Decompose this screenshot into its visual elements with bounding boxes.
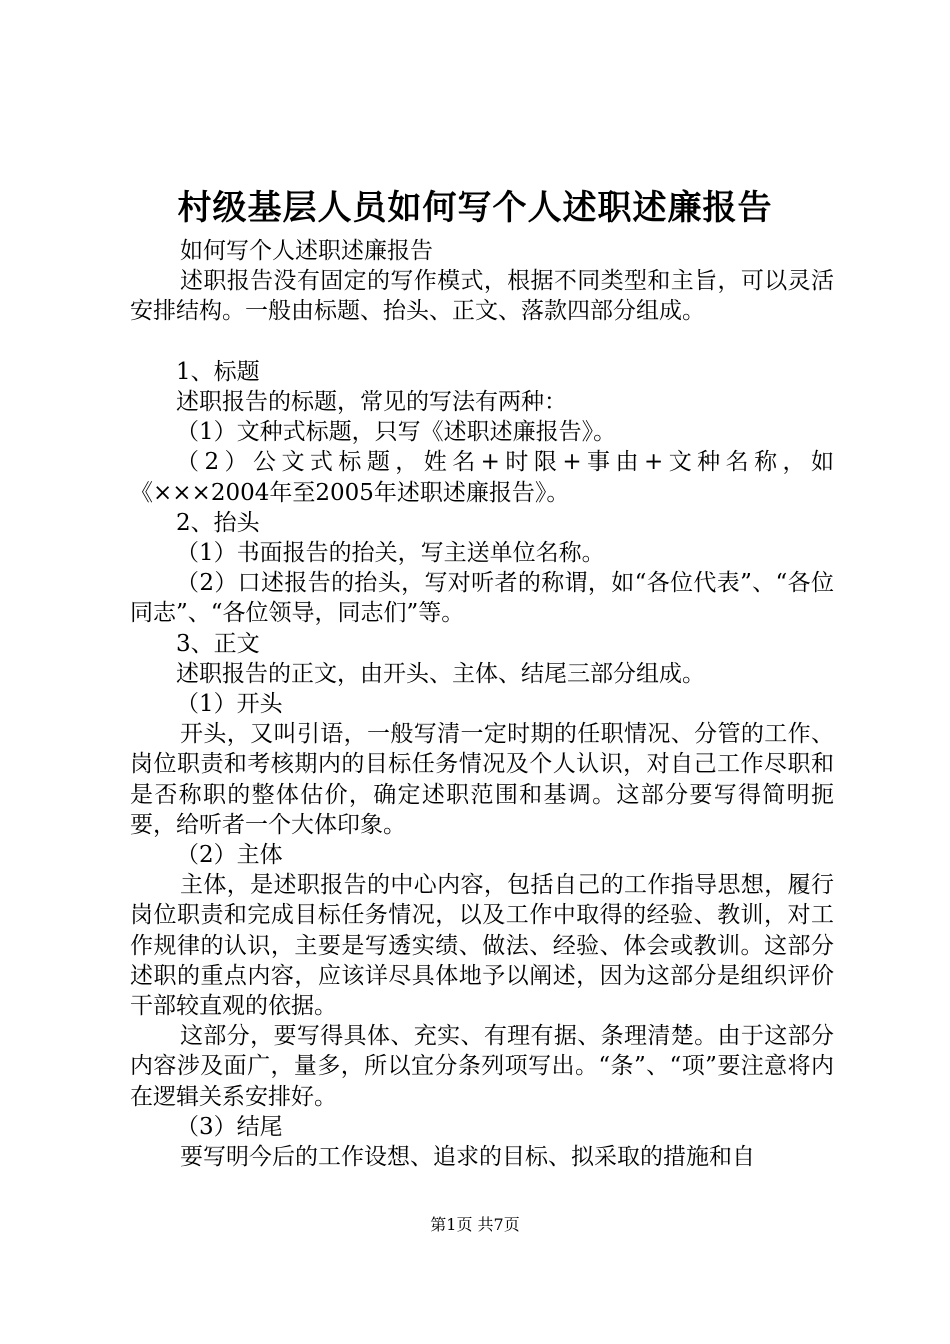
page-footer: 第1页 共7页: [430, 1215, 520, 1234]
section-heading: 2、抬头: [176, 509, 260, 536]
subsection-heading: （1）开头: [176, 691, 283, 718]
paragraph: 主体，是述职报告的中心内容，包括自己的工作指导思想，履行岗位职责和完成目标任务情况，以及工作中取得的经验、教训，对工作规律的认识，主要是写透实绩、做法、经验、体会或教训。这部分述职的重点内容，应该详尽具体地予以阐述，因为这部分是组织评价干部较直观的依据。: [130, 872, 834, 1020]
paragraph: 这部分，要写得具体、充实、有理有据、条理清楚。由于这部分内容涉及面广，量多，所以宜分条列项写出。“条”、“项”要注意将内在逻辑关系安排好。: [130, 1023, 834, 1110]
paragraph: 述职报告的标题，常见的写法有两种：: [176, 389, 567, 415]
subsection-heading: （2）主体: [176, 842, 283, 869]
paragraph: 要写明今后的工作设想、追求的目标、拟采取的措施和自: [180, 1144, 755, 1171]
document-title: 村级基层人员如何写个人述职述廉报告: [177, 188, 773, 228]
document-body: [130, 236, 834, 1172]
subsection-heading: （3）结尾: [176, 1113, 283, 1140]
paragraph: （2）公文式标题，姓名+时限+事由+文种名称，如《×××2004年至2005年述职述廉报告》。: [130, 449, 834, 506]
paragraph: 开头，又叫引语，一般写清一定时期的任职情况、分管的工作、岗位职责和考核期内的目标任务情况及个人认识，对自己工作尽职和是否称职的整体估价，确定述职范围和基调。这部分要写得简明扼要，给听者一个大体印象。: [130, 721, 834, 838]
paragraph: （1）文种式标题，只写《述职述廉报告》。: [176, 419, 617, 446]
paragraph: 述职报告的正文，由开头、主体、结尾三部分组成。: [176, 660, 705, 687]
section-heading: 1、标题: [176, 358, 260, 385]
paragraph: （1）书面报告的抬关，写主送单位名称。: [176, 540, 605, 567]
paragraph: 如何写个人述职述廉报告: [180, 238, 433, 264]
paragraph: （2）口述报告的抬头，写对听者的称谓，如“各位代表”、“各位同志”、“各位领导，同志们”等。: [130, 570, 834, 627]
blank-line: [130, 327, 834, 357]
paragraph: 述职报告没有固定的写作模式，根据不同类型和主旨，可以灵活安排结构。一般由标题、抬头、正文、落款四部分组成。: [130, 268, 834, 325]
section-heading: 3、正文: [176, 630, 260, 657]
